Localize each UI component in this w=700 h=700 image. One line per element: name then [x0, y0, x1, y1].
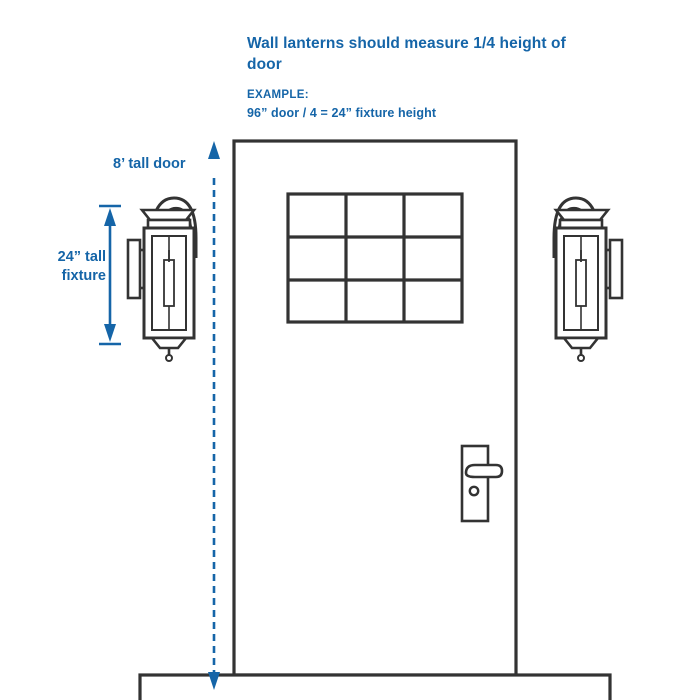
wall-lantern-right — [554, 198, 622, 361]
wall-lantern-left — [128, 198, 196, 361]
fixture-height-label: 24” tall fixture — [57, 249, 106, 284]
door-height-label: 8’ tall door — [113, 156, 186, 172]
fixture-height-dimension — [99, 206, 121, 344]
example-label: EXAMPLE: — [247, 89, 309, 101]
door-height-dimension — [208, 141, 220, 690]
headline-text: Wall lanterns should measure 1/4 height of door — [247, 35, 566, 73]
example-calculation-text: 96” door / 4 = 24” fixture height — [247, 106, 437, 120]
door — [234, 141, 516, 675]
